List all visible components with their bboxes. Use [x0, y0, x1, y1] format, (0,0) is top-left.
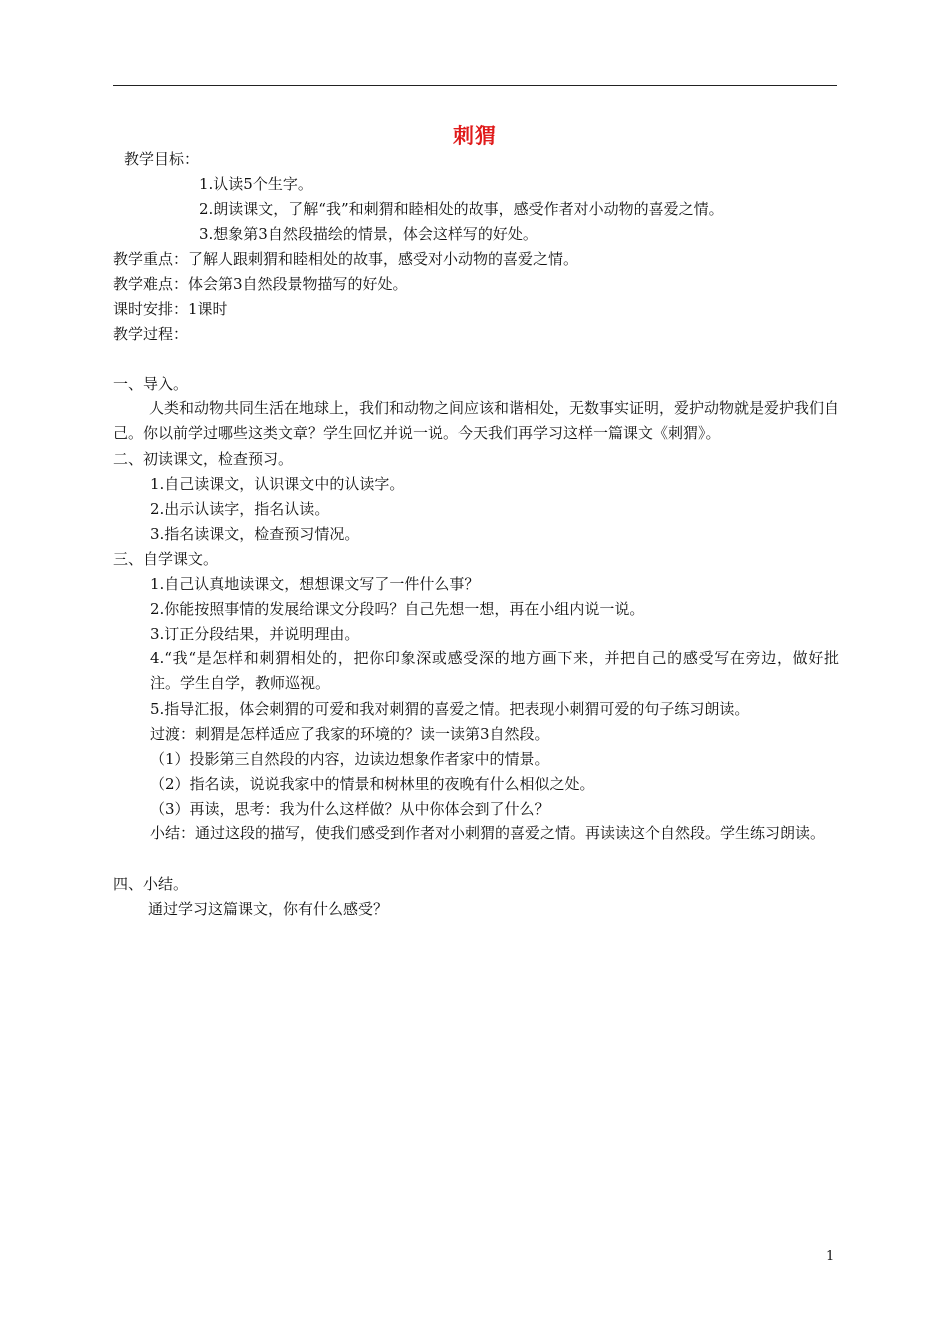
- section-heading: 四、小结。: [113, 875, 189, 893]
- sub-item: （2）指名读，说说我家中的情景和树林里的夜晚有什么相似之处。: [150, 775, 595, 793]
- header-rule: [113, 85, 837, 86]
- objectives-heading: 教学目标：: [124, 150, 200, 168]
- list-item: 3.订正分段结果，并说明理由。: [150, 625, 360, 643]
- key-point: 教学重点：了解人跟刺猬和睦相处的故事，感受对小动物的喜爱之情。: [113, 250, 579, 268]
- section-heading: 二、初读课文，检查预习。: [113, 450, 294, 468]
- list-item: 5.指导汇报，体会刺猬的可爱和我对刺猬的喜爱之情。把表现小刺猬可爱的句子练习朗读。: [150, 700, 750, 718]
- difficulty: 教学难点：体会第3自然段景物描写的好处。: [113, 275, 408, 293]
- objective-item: 3.想象第3自然段描绘的情景，体会这样写的好处。: [199, 225, 538, 243]
- list-item: 3.指名读课文，检查预习情况。: [150, 525, 360, 543]
- list-item: 2.出示认读字，指名认读。: [150, 500, 330, 518]
- objective-item: 1.认读5个生字。: [199, 175, 313, 193]
- document-title: 刺猬: [453, 124, 497, 148]
- list-item: 1.自己认真地读课文，想想课文写了一件什么事？: [150, 575, 480, 593]
- section-heading: 三、自学课文。: [113, 550, 219, 568]
- schedule: 课时安排：1课时: [113, 300, 228, 318]
- page-number: 1: [826, 1249, 835, 1264]
- sub-item: （3）再读，思考：我为什么这样做？从中你体会到了什么？: [150, 800, 550, 818]
- list-item: 1.自己读课文，认识课文中的认读字。: [150, 475, 405, 493]
- summary-text: 小结：通过这段的描写，使我们感受到作者对小刺猬的喜爱之情。再读读这个自然段。学生练习朗读。: [150, 824, 826, 842]
- sub-item: （1）投影第三自然段的内容，边读边想象作者家中的情景。: [150, 750, 550, 768]
- section-heading: 一、导入。: [113, 375, 189, 393]
- process-heading: 教学过程：: [113, 325, 189, 343]
- objective-item: 2.朗读课文，了解“我”和刺猬和睦相处的故事，感受作者对小动物的喜爱之情。: [199, 200, 724, 218]
- transition-text: 过渡：刺猬是怎样适应了我家的环境的？读一读第3自然段。: [150, 725, 550, 743]
- closing-question: 通过学习这篇课文，你有什么感受？: [148, 900, 389, 918]
- list-item: 2.你能按照事情的发展给课文分段吗？自己先想一想，再在小组内说一说。: [150, 600, 645, 618]
- intro-paragraph: 人类和动物共同生活在地球上，我们和动物之间应该和谐相处，无数事实证明，爱护动物就是爱护我们自己。你以前学过哪些这类文章？学生回忆并说一说。今天我们再学习这样一篇课文《刺猬》。: [113, 399, 840, 442]
- list-item: 4.“我“是怎样和刺猬相处的，把你印象深或感受深的地方画下来，并把自己的感受写在旁边，做好批注。学生自学，教师巡视。: [150, 649, 839, 692]
